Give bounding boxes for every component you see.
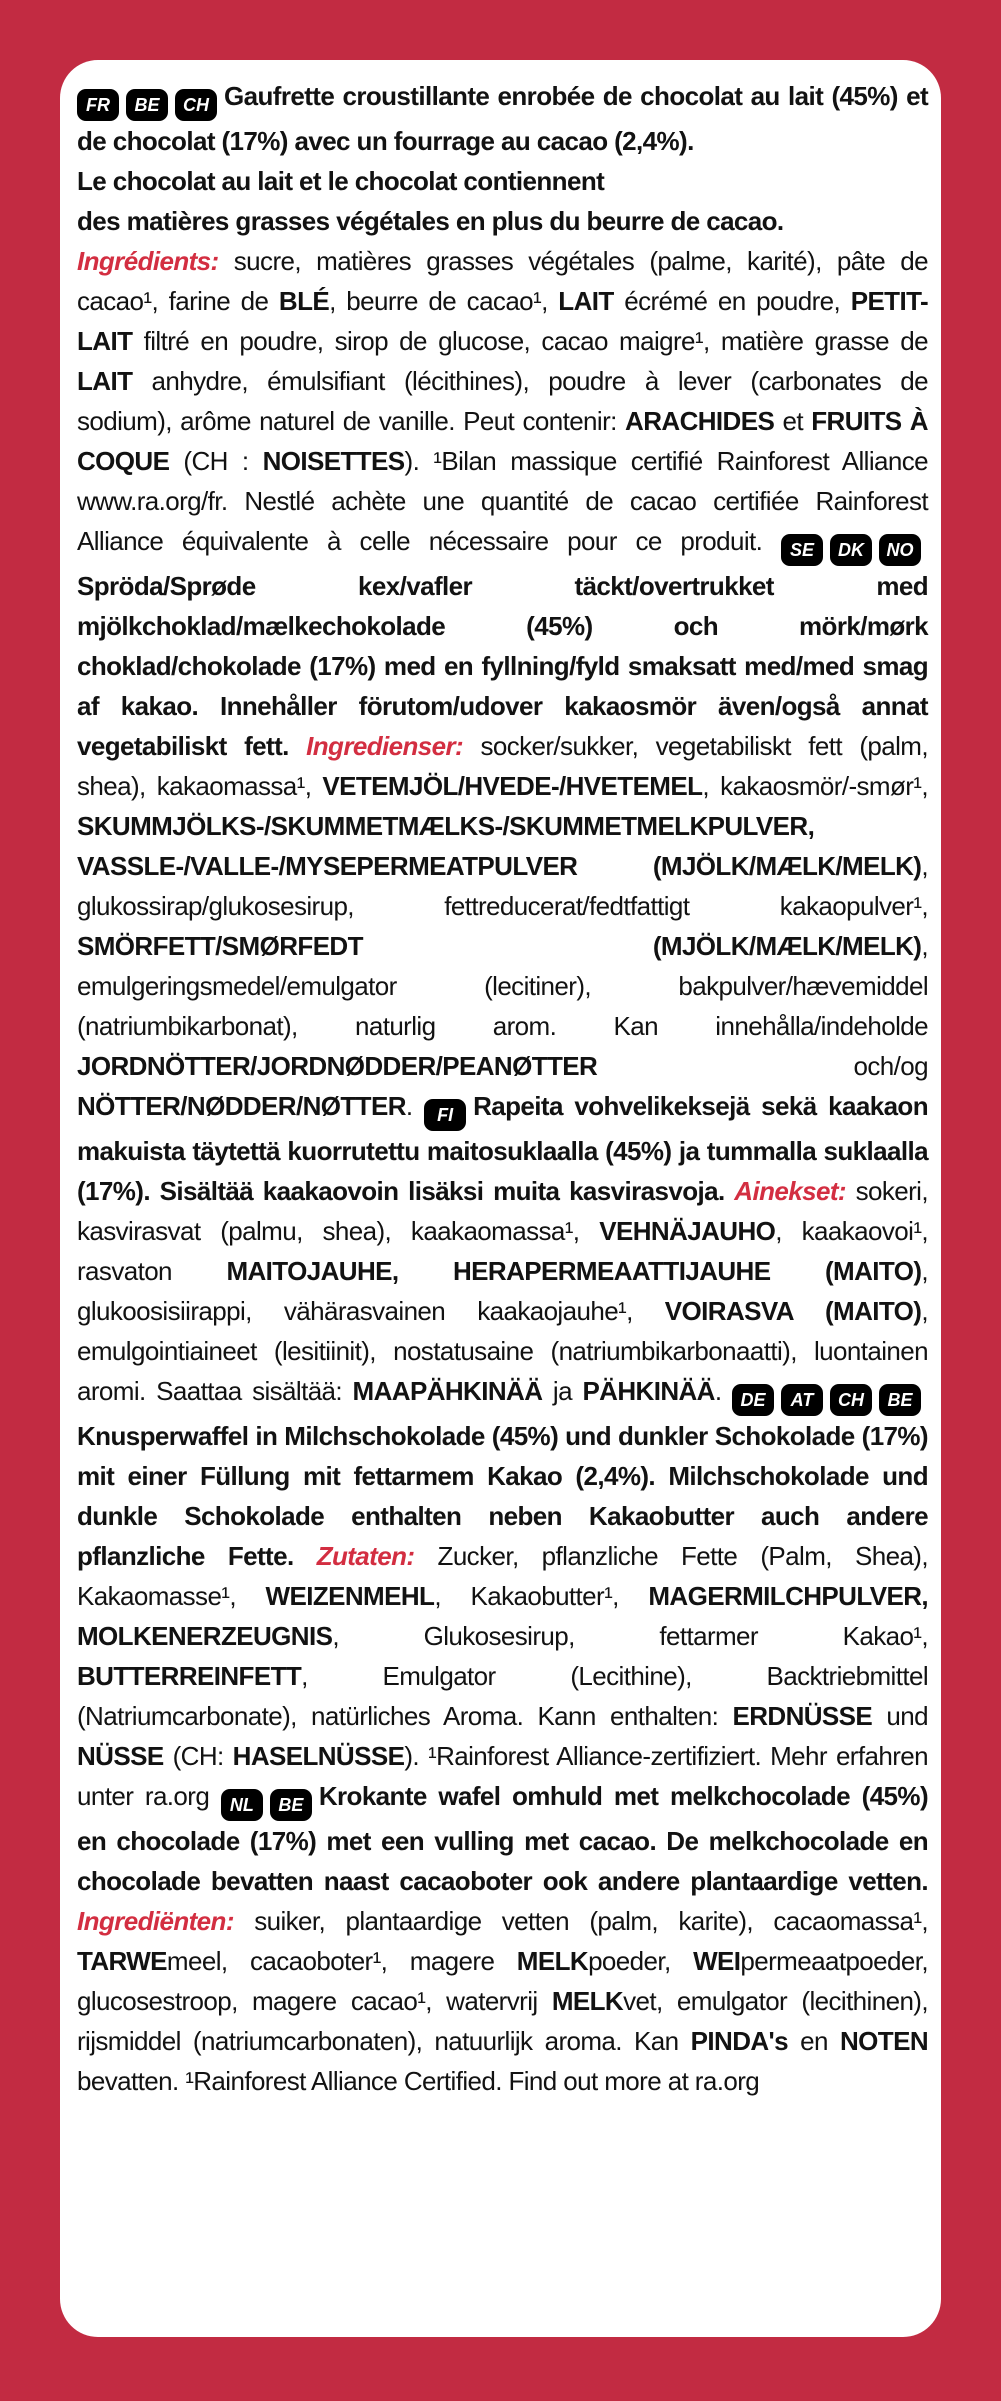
- product-description: Spröda/Sprøde kex/vafler täckt/overtrukket med mjölkchoklad/mælkechokolade (45%) och mörk/mørk choklad/chokolade (17%) med en fyllning/fyld smaksatt med/med smag af kakao. Innehåller förutom/udover kakaosmör även/også annat vegetabiliskt fett.: [77, 571, 928, 761]
- lang-badge-fi: FI: [424, 1099, 466, 1131]
- allergen-text: PINDA's: [690, 2026, 788, 2056]
- product-description: Knusperwaffel in Milchschokolade (45%) und dunkler Schokolade (17%) mit einer Füllung mit fettarmem Kakao (2,4%). Milchschokolade und dunkle Schokolade enthalten neben Kakaobutter auch andere pflanzliche Fette.: [77, 1421, 928, 1571]
- product-description: Krokante wafel omhuld met melkchocolade (45%) en chocolade (17%) met een vulling met cacao. De melkchocolade en chocolade bevatten naast cacaoboter ook andere plantaardige vetten.: [77, 1781, 928, 1896]
- ingredients-text: sokeri, kasvirasvat (palmu, shea), kaakaomassa¹,: [77, 1176, 928, 1246]
- allergen-text: VEHNÄJAUHO: [599, 1216, 776, 1246]
- ingredients-text: (CH :: [169, 446, 263, 476]
- allergen-text: PETIT-LAIT: [77, 286, 928, 356]
- allergen-text: JORDNÖTTER/JORDNØDDER/PEANØTTER: [77, 1051, 598, 1081]
- ingredients-text: , glukoosisiirappi, vähärasvainen kaakaojauhe¹,: [77, 1256, 929, 1326]
- ingredients-text: , Kakaobutter¹,: [434, 1581, 649, 1611]
- allergen-text: WEIZENMEHL: [265, 1581, 435, 1611]
- ingredients-text: , kaakaovoi¹, rasvaton: [77, 1216, 929, 1286]
- lang-badge-at: AT: [781, 1384, 823, 1416]
- ingredients-text: permeaatpoeder, glucosestroop, magere cacao¹, watervrij: [77, 1946, 928, 2016]
- allergen-text: FRUITS À COQUE: [77, 406, 928, 476]
- allergen-text: TARWE: [77, 1946, 167, 1976]
- ingredients-text: ). ¹Bilan massique certifié Rainforest Alliance www.ra.org/fr. Nestlé achète une quantité de cacao certifiée Rainforest Alliance équivalente à celle nécessaire pour ce produit.: [77, 446, 928, 556]
- ingredients-text: .: [405, 1091, 425, 1121]
- lang-badge-be: BE: [879, 1384, 921, 1416]
- ingredients-text: filtré en poudre, sirop de glucose, cacao maigre¹, matière grasse de: [132, 326, 928, 356]
- allergen-text: NÖTTER/NØDDER/NØTTER: [77, 1091, 406, 1121]
- ingredients-text: , beurre de cacao¹,: [329, 286, 559, 316]
- lang-badge-be: BE: [126, 89, 168, 121]
- ingredients-text: anhydre, émulsifiant (lécithines), poudre à lever (carbonates de sodium), arôme naturel de vanille. Peut contenir:: [77, 366, 928, 436]
- lang-badge-no: NO: [879, 534, 921, 566]
- ingredients-text: vet, emulgator (lecithinen), rijsmiddel (natriumcarbonaten), natuurlijk aroma. Kan: [77, 1986, 928, 2056]
- ingredients-text: socker/sukker, vegetabiliskt fett (palm, shea), kakaomassa¹,: [77, 731, 928, 801]
- allergen-text: BUTTERREINFETT: [77, 1661, 302, 1691]
- lang-badge-dk: DK: [830, 534, 872, 566]
- ingredients-text: ja: [542, 1376, 583, 1406]
- allergen-text: ERDNÜSSE: [732, 1701, 873, 1731]
- allergen-text: NÜSSE: [77, 1741, 164, 1771]
- ingredients-text: .: [714, 1376, 732, 1406]
- ingredients-panel: [60, 60, 941, 2337]
- ingredients-text: und: [872, 1701, 928, 1731]
- allergen-text: MAGERMILCHPULVER, MOLKENERZEUGNIS: [77, 1581, 928, 1651]
- allergen-text: PÄHKINÄÄ: [582, 1376, 715, 1406]
- product-description: Le chocolat au lait et le chocolat contiennent: [77, 166, 605, 196]
- product-description: Rapeita vohvelikeksejä sekä kaakaon makuista täytettä kuorrutettu maitosuklaalla (45%) ja tummalla suklaalla (17%). Sisältää kaakaovoin lisäksi muita kasvirasvoja.: [77, 1091, 928, 1206]
- ingredients-text: , Glukosesirup, fettarmer Kakao¹,: [332, 1621, 928, 1651]
- allergen-text: LAIT: [558, 286, 614, 316]
- ingredients-heading: Zutaten:: [316, 1541, 415, 1571]
- allergen-text: SMÖRFETT/SMØRFEDT (MJÖLK/MÆLK/MELK): [77, 931, 922, 961]
- allergen-text: VOIRASVA (MAITO): [664, 1296, 922, 1326]
- allergen-text: BLÉ: [278, 286, 330, 316]
- product-description: Gaufrette croustillante enrobée de chocolat au lait (45%) et de chocolat (17%) avec un fourrage au cacao (2,4%).: [77, 81, 928, 156]
- ingredients-heading: Ingredienser:: [306, 731, 464, 761]
- allergen-text: NOTEN: [840, 2026, 929, 2056]
- ingredients-text: (CH:: [163, 1741, 233, 1771]
- ingredients-heading: Ainekset:: [734, 1176, 846, 1206]
- ingredients-text: , Emulgator (Lecithine), Backtriebmittel (Natriumcarbonate), natürliches Aroma. Kann enthalten:: [77, 1661, 928, 1731]
- lang-badge-se: SE: [781, 534, 823, 566]
- ingredients-text: , kakaosmör/-smør¹,: [702, 771, 928, 801]
- lang-badge-be: BE: [270, 1789, 312, 1821]
- product-description: des matières grasses végétales en plus du beurre de cacao.: [77, 206, 784, 236]
- ingredients-text-flow: [77, 76, 928, 2101]
- allergen-text: NOISETTES: [262, 446, 405, 476]
- allergen-text: MELK: [551, 1986, 624, 2016]
- ingredients-text: bevatten. ¹Rainforest Alliance Certified. Find out more at ra.org: [77, 2066, 760, 2096]
- ingredients-text: et: [774, 406, 812, 436]
- lang-badge-ch: CH: [175, 89, 217, 121]
- ingredients-heading: Ingrédients:: [77, 246, 219, 276]
- ingredients-text: och/og: [597, 1051, 928, 1081]
- lang-badge-de: DE: [732, 1384, 774, 1416]
- ingredients-text: ). ¹Rainforest Alliance-zertifiziert. Mehr erfahren unter ra.org: [77, 1741, 928, 1811]
- allergen-text: VETEMJÖL/HVEDE-/HVETEMEL: [322, 771, 703, 801]
- ingredients-text: sucre, matières grasses végétales (palme, karité), pâte de cacao¹, farine de: [77, 246, 928, 316]
- allergen-text: ARACHIDES: [625, 406, 775, 436]
- ingredients-text: poeder,: [588, 1946, 694, 1976]
- ingredients-text: , emulgointiaineet (lesitiinit), nostatusaine (natriumbikarbonaatti), luontainen aromi. Saattaa sisältää:: [77, 1296, 928, 1406]
- allergen-text: MELK: [516, 1946, 589, 1976]
- allergen-text: WEI: [693, 1946, 741, 1976]
- ingredients-text: , glukossirap/glukosesirup, fettreducerat/fedtfattigt kakaopulver¹,: [77, 851, 928, 921]
- ingredients-text: , emulgeringsmedel/emulgator (lecitiner), bakpulver/hævemiddel (natriumbikarbonat), naturlig arom. Kan innehålla/indeholde: [77, 931, 928, 1041]
- ingredients-text: en: [788, 2026, 840, 2056]
- ingredients-text: Zucker, pflanzliche Fette (Palm, Shea), Kakaomasse¹,: [77, 1541, 928, 1611]
- lang-badge-nl: NL: [221, 1789, 263, 1821]
- allergen-text: HASELNÜSSE: [232, 1741, 405, 1771]
- allergen-text: SKUMMJÖLKS-/SKUMMETMÆLKS-/SKUMMETMELKPULVER, VASSLE-/VALLE-/MYSEPERMEATPULVER (MJÖLK/MÆLK/MELK): [77, 811, 922, 881]
- ingredients-text: écrémé en poudre,: [613, 286, 851, 316]
- ingredients-text: meel, cacaoboter¹, magere: [166, 1946, 517, 1976]
- lang-badge-ch: CH: [830, 1384, 872, 1416]
- ingredients-text: suiker, plantaardige vetten (palm, karite), cacaomassa¹,: [233, 1906, 928, 1936]
- allergen-text: MAAPÄHKINÄÄ: [352, 1376, 543, 1406]
- allergen-text: LAIT: [77, 366, 133, 396]
- ingredients-heading: Ingrediënten:: [77, 1906, 234, 1936]
- allergen-text: MAITOJAUHE, HERAPERMEAATTIJAUHE (MAITO): [226, 1256, 922, 1286]
- lang-badge-fr: FR: [77, 89, 119, 121]
